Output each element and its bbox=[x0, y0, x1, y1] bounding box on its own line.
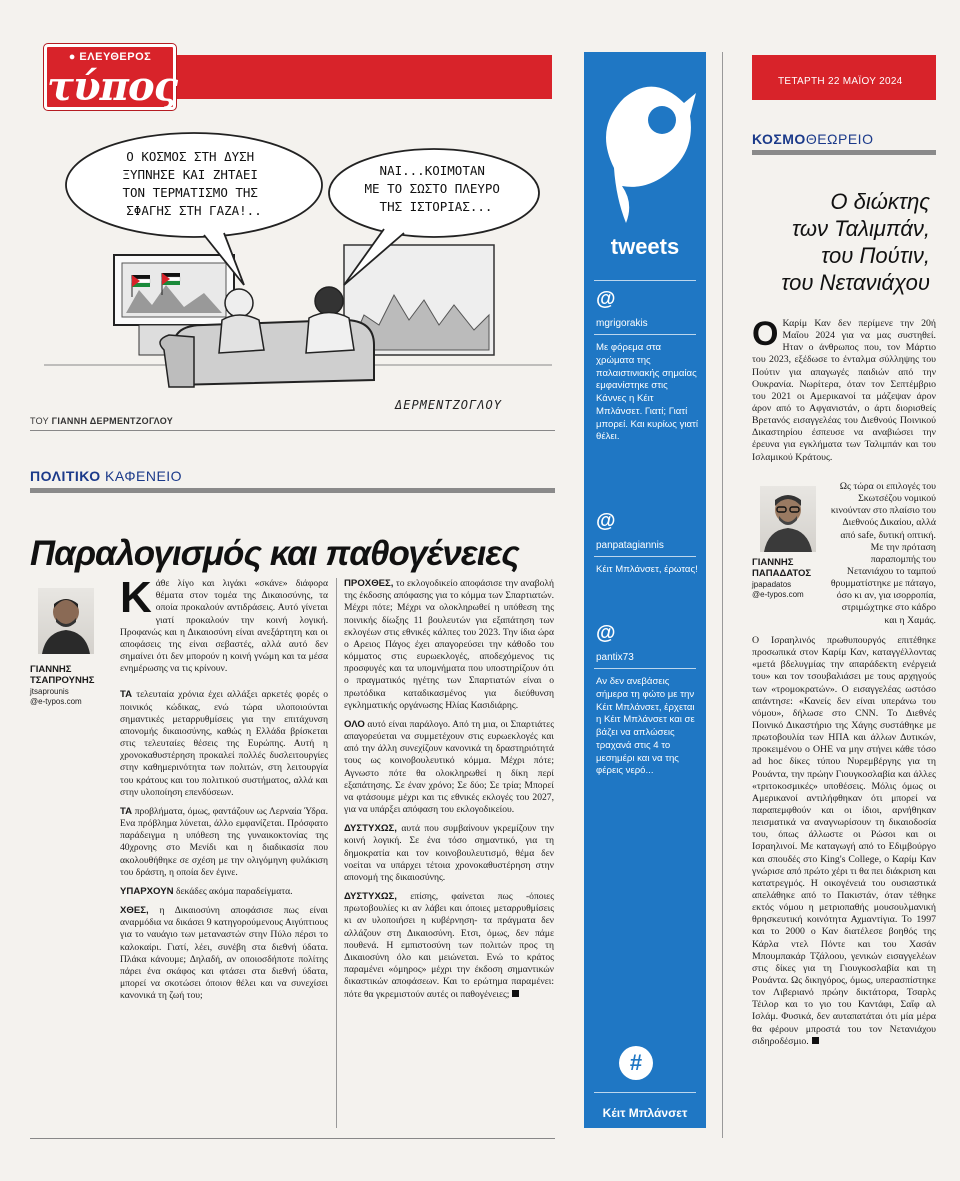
author-email-user: jtsaprounis bbox=[30, 686, 69, 696]
paragraph-lead: ΔΥΣΤΥΧΩΣ, bbox=[344, 823, 397, 835]
paragraph-text: αυτό είναι παράλογο. Από τη μια, οι Σπαρτιάτες απαγορεύεται να συμμετέχουν στις ευρωεκλογές και από την άλλη συνεχίζουν κανονικά τη δραστηριότητά τους ως κοινοβουλευτικό κόμμα. Μέχρι πότε; Αγνωστο πότε θα ολοκληρωθεί η δίκη περί εξαπάτησης. Σε έναν χρόνο; Σε δύο; Σε τρία; Μπορεί να φτάσουμε μέχρι και τις εθνικές εκλογές του 2027, για να υπάρξει απόφαση του εκλογοδικείου. bbox=[344, 718, 554, 816]
paragraph-lead: ΥΠΑΡΧΟΥΝ bbox=[120, 885, 174, 897]
paragraph-lead: ΔΥΣΤΥΧΩΣ, bbox=[344, 891, 397, 903]
article-headline: Παραλογισμός και παθογένειες bbox=[30, 534, 519, 573]
tweet-text: Κέιτ Μπλάνσετ, έρωτας! bbox=[596, 564, 698, 575]
divider bbox=[30, 1138, 555, 1139]
tweets-hashtag-label: Κέιτ Μπλάνσετ bbox=[602, 1106, 688, 1120]
divider bbox=[30, 430, 555, 431]
logo-big-text: τύπος bbox=[47, 63, 177, 110]
at-icon: @ bbox=[596, 288, 616, 310]
article-intro: άθε λίγο και λιγάκι «σκάνε» διάφορα θέματα στον τομέα της Δικαιοσύνης, τα οποία προκαλούν αντιδράσεις. Αυτό γίνεται γιατί προκαλούν την κοινή λογική. Προφανώς και η Δικαιοσύνη είναι ανεξάρτητη και οι αποφάσεις της είναι σεβαστές, αλλά αυτό δεν σημαίνει ότι δεν μπορούν η κοινή γνώμη και τα μέσα ενημέρωσης να τις κρίνουν. bbox=[120, 578, 328, 675]
paragraph-text: προβλήματα, όμως, φαντάζουν ως Λερναία Ύδρα. Ενα πρόβλημα λύνεται, άλλο εμφανίζεται. Πρόσφατο παράδειγμα η υπόθεση της γυναικοκτονίας της 40χρονης στο Μενίδι και η διαδικασία που ακολουθήθηκε σε σχέση με την ολιγόμηνη φυλάκιση του δράστη, η οποία δεν έγινε. bbox=[120, 805, 328, 878]
author-email-domain: @e-typos.com bbox=[30, 697, 82, 707]
section-head bbox=[30, 468, 182, 484]
section-rule bbox=[30, 488, 555, 493]
bird-icon bbox=[584, 58, 706, 230]
end-mark bbox=[512, 990, 519, 997]
headline-line: του Πούτιν, bbox=[821, 243, 930, 269]
tweet-handle: pantix73 bbox=[596, 652, 634, 663]
right-body bbox=[752, 635, 936, 1048]
tweet-text: Αν δεν ανεβάσεις σήμερα τη φώτο με την Κέιτ Μπλάνσετ, έρχεται η Κέιτ Μπλάνσετ και σε βάζει να απλώσεις τραχανά στις 4 το μεσημέρι και να της φέρεις νερό... bbox=[596, 676, 695, 777]
credit-name: ΓΙΑΝΝΗ ΔΕΡΜΕΝΤΖΟΓΛΟΥ bbox=[51, 416, 174, 426]
author-email-user: jpapadatos bbox=[752, 579, 792, 589]
tweet-separator bbox=[594, 668, 696, 669]
right-section-thin: ΘΕΩΡΕΙΟ bbox=[805, 131, 874, 147]
newspaper-logo bbox=[44, 44, 176, 110]
tweets-title: tweets bbox=[610, 234, 680, 259]
logo-small-text: ● ΕΛΕΥΘΕΡΟΣ bbox=[68, 51, 152, 63]
paragraph-lead: ΠΡΟΧΘΕΣ, bbox=[344, 578, 394, 589]
section-thin: ΚΑΦΕΝΕΙΟ bbox=[105, 468, 183, 484]
tweet-handle: panpatagiannis bbox=[596, 540, 664, 551]
paragraph-lead: ΧΘΕΣ, bbox=[120, 905, 149, 917]
right-section-rule bbox=[752, 150, 936, 155]
paragraph-text: τελευταία χρόνια έχει αλλάξει αρκετές φορές ο ποινικός κώδικας, ενώ τώρα υλοποιούνται σημαντικές μεταρρυθμίσεις για την επιτάχυνση απονομής δικαιοσύνης, καθώς η Ελλάδα βρίσκεται στις τελευταίες θέσεις της Ευρώπης. Αυτή η χρονοκαθυστέρηση προκαλεί πολλές δυσλειτουργίες στην καθημερινότητα των πολιτών, στη λειτουργία του κράτους και του πολιτικού συστήματος, αλλά και στην υλοποίηση επενδύσεων. bbox=[120, 689, 328, 798]
tweet-text: Με φόρεμα στα χρώματα της παλαιστινιακής σημαίας εμφανίστηκε στις Κάννες η Κέιτ Μπλάνσετ. Γιατί; Γιατί μπορεί. Και κυρίως γιατί θέλει. bbox=[596, 342, 698, 443]
paragraph-lead: ΤΑ bbox=[120, 805, 133, 817]
author-name-first: ΓΙΑΝΝΗΣ bbox=[30, 664, 72, 675]
paragraph-text: το εκλογοδικείο αποφάσισε την αναβολή της έκδοσης απόφασης για το κόμμα των Σπαρτιατών. Μέχρι πότε; Μέχρι να ολοκληρωθεί η υπόθεση της ποινικής δίωξης 11 βουλευτών για εξαπάτηση των εκλογέων στις εθνικές κάλπες του 2023. Την ίδια ώρα ο Αρειος Πάγος έχει απαγορεύσει την κάθοδο του κόμματος στις ευρωεκλογές, αποδεχόμενος τις προσφυγές και τα υπομνήματα που υποστηρίζουν ότι ο πραγματικός ηγέτης των Σπαρτιατών είναι ο πρωτόδικα καταδικασμένος για διεύθυνση εγκληματικής οργάνωσης Ηλίας Κασιδιάρης. bbox=[344, 578, 554, 711]
author-email-domain: @e-typos.com bbox=[752, 590, 804, 600]
paragraph-lead: ΤΑ bbox=[120, 689, 133, 701]
article-column-2 bbox=[344, 578, 554, 1008]
dropcap: Ο bbox=[752, 315, 779, 353]
dropcap: Κ bbox=[120, 573, 152, 622]
tweet-handle: mgrigorakis bbox=[596, 318, 648, 329]
headline-line: Ο διώκτης bbox=[830, 189, 930, 214]
paragraph-text: επίσης, φαίνεται πως -όποιες πρωτοβουλίες κι αν λάβει και όποιες μεταρρυθμίσεις κι αν υλοποιήσει η κυβέρνηση- τα πράγματα δεν αλλάζουν στη Δικαιοσύνη. Ετσι, όμως, δεν πάμε πουθενά. Η εμπιστοσύνη των πολιτών προς τη Δικαιοσύνη όλο και μειώνεται. Ενώ το κράτος παραμένει «όμηρος» μέχρι την έκδοση σημαντικών δικαστικών αποφάσεων. Και το ερώτημα παραμένει: πότε θα γκρεμιστούν αυτές οι παθογένειες; bbox=[344, 891, 554, 1000]
paragraph-lead: ΟΛΟ bbox=[344, 718, 365, 730]
paragraph-text: αυτά που συμβαίνουν γκρεμίζουν την κοινή λογική. Σε ένα τόσο σημαντικό, για τη δημοκρατία και τον κοινοβουλευτισμό, θέμα δεν νοείται να υπάρχει τέτοια χρονοκαθυστέρηση στην απονομή της δικαιοσύνης. bbox=[344, 823, 554, 883]
author-name-first: ΓΙΑΝΝΗΣ bbox=[752, 557, 794, 568]
column-rule bbox=[722, 52, 723, 1138]
hashtag-icon: # bbox=[619, 1046, 653, 1080]
author-block bbox=[30, 665, 94, 708]
avatar bbox=[38, 588, 94, 654]
right-author-block bbox=[752, 558, 828, 601]
right-body-text: Ο Ισραηλινός πρωθυπουργός επιτέθηκε προσωπικά στον Καρίμ Καν, καταγγέλλοντας «μετά βδελυγμίας την απαράδεκτη ενέργειά του» και τον τσουβαλιάσει με τους αρχηγούς των «τρομοκρατών». Ο εισαγγελέας ωστόσο απάντησε: «Κανείς δεν είναι υπεράνω του νόμου», δήλωσε στο CNN. Το Διεθνές Ποινικό Δικαστήριο της Χάγης συστάθηκε με πρωτοβουλία των ΗΠΑ και άλλων Δυτικών, προκειμένου ο ΟΗΕ να μην στήνει κάθε τόσο ad hoc δίκες τύπου Νυρεμβέργης για τη Ρουάντα, την πρώην Γιουγκοσλαβία και άλλες «τριτοκοσμικές» υποθέσεις. Μόλις όμως οι Αμερικανοί αντιλήφθηκαν ότι μπορεί να παραπεμφθούν και οι ίδιοι, αρνήθηκαν πεισματικά να αναγνωρίσουν τη δικαιοδοσία του, όπως άλλωστε οι Ρώσοι και οι Ισραηλινοί. Με καταγωγή από το Εδιμβούργο και σπουδές στο King's College, ο Καρίμ Καν γνώρισε από πρώτο χέρι τι θα πει διάκριση και κατατρεγμός. Η οικογένειά του ουσιαστικά απελάθηκε από το Πακιστάν, όταν τέθηκε εκτός νόμου η μετριοπαθής μουσουλμανική θρησκευτική κοινότητα Αχμαντίγια. Το 1997 και το 2000 ο Καν διατέλεσε βοηθός της Κάρλα ντελ Πόντε και του Χασάν Μπουμπακάρ Τζάλοου, γενικών εισαγγελέων στις δίκες για τη Γιουγκοσλαβία και τη Ρουάντα. Ως δικηγόρος, όμως, υπερασπίστηκε τον Λιβεριανό πρώην δικτάτορα, Τσαρλς Τέιλορ και το γιο του Καντάφι, Σαΐφ αλ Ισλάμ. Φυσικά, δεν αυταπατάται ότι μία μέρα θα φέρουν μπροστά του τον Νετανιάχου σιδηροδέσμιο. bbox=[752, 635, 936, 1047]
at-icon: @ bbox=[596, 510, 616, 532]
headline-line: των Ταλιμπάν, bbox=[791, 216, 930, 242]
tweet-separator bbox=[594, 334, 696, 335]
right-beside-text: Ως τώρα οι επιλογές του Σκωτσέζου νομικού κινούνταν στο πλαίσιο του Διεθνούς Δικαίου, αλλά από safe, δυτική οπτική. Με την πρόταση παραπομπής του Νετανιάχου το ταμπού θρυμματίστηκε με πάταγο, όσο κι αν, για ισορροπία, στριμώχτηκε στο κάδρο και η Χαμάς. bbox=[830, 481, 936, 626]
tweet-separator bbox=[594, 556, 696, 557]
avatar bbox=[760, 486, 816, 552]
end-mark bbox=[812, 1037, 819, 1044]
author-photo bbox=[38, 588, 94, 654]
right-section-strong: ΚΟΣΜΟ bbox=[752, 131, 806, 147]
right-headline bbox=[744, 188, 930, 296]
paragraph-text: η Δικαιοσύνη αποφάσισε πως είναι αναρμόδια να δικάσει 9 κατηγορούμενους Αιγύπτιους για το ναυάγιο των μεταναστών στην Πύλο πέρσι το καλοκαίρι. Γιατί, λέει, συνέβη στα διεθνή ύδατα. Πλάκα κάνουμε; Δηλαδή, αν οποιοσδήποτε πολίτης πάρει ένα σκάφος και φτάσει στα διεθνή ύδατα, μπορεί να σκοτώσει όποιον θέλει και να συνεχίσει κανονικά τη ζωή του; bbox=[120, 905, 328, 1002]
tweets-column bbox=[584, 52, 706, 1128]
article-column-1 bbox=[120, 573, 328, 1010]
author-name-last: ΠΑΠΑΔΑΤΟΣ bbox=[752, 567, 812, 579]
masthead-red-bar bbox=[172, 55, 552, 99]
right-intro-text: Καρίμ Καν δεν περίμενε την 20ή Μαΐου 2024 για να μας συστηθεί. Ηταν ο άνθρωπος που, τον Μάρτιο του 2023, εξέδωσε το ένταλμα σύλληψης του Πούτιν για απαγωγές παιδιών από την Ουκρανία. Νωρίτερα, όταν τον Σεπτέμβριο του 2021 οι Αμερικανοί τα μάζεψαν άρον άρον από το Αφγανιστάν, ο άρτι διορισθείς Βρετανός εισαγγελέας του Διεθνούς Ποινικού Δικαστηρίου έσπευσε να αναβιώσει την έρευνα για εγκλήματα των Ταλιμπάν και του Ισλαμικού Κράτους. bbox=[752, 318, 936, 463]
right-section-head bbox=[752, 131, 873, 147]
tweet-separator bbox=[594, 1092, 696, 1093]
author-photo bbox=[760, 486, 816, 552]
date-bar: ΤΕΤΑΡΤΗ 22 ΜΑΪΟΥ 2024 bbox=[752, 55, 936, 100]
section-strong: ΠΟΛΙΤΙΚΟ bbox=[30, 468, 101, 484]
right-intro bbox=[752, 315, 936, 464]
cartoon-credit bbox=[30, 416, 173, 426]
political-cartoon bbox=[44, 125, 552, 415]
column-rule bbox=[336, 578, 337, 1128]
credit-prefix: ΤΟΥ bbox=[30, 416, 49, 426]
cartoon-bubble-left: Ο ΚΟΣΜΟΣ ΣΤΗ ΔΥΣΗ ΞΥΠΝΗΣΕ ΚΑΙ ΖΗΤΑΕΙ ΤΟΝ ΤΕΡΜΑΤΙΣΜΟ ΤΗΣ ΣΦΑΓΗΣ ΣΤΗ ΓΑΖΑ!.. bbox=[122, 149, 262, 218]
author-name-last: ΤΣΑΠΡΟΥΝΗΣ bbox=[30, 674, 95, 686]
headline-line: του Νετανιάχου bbox=[781, 270, 930, 296]
at-icon: @ bbox=[596, 622, 616, 644]
cartoon-bubble-right: ΝΑΙ...ΚΟΙΜΟΤΑΝ ΜΕ ΤΟ ΣΩΣΤΟ ΠΛΕΥΡΟ ΤΗΣ ΙΣΤΟΡΙΑΣ... bbox=[364, 163, 500, 214]
cartoon-signature: ΔΕΡΜΕΝΤΖΟΓΛΟΥ bbox=[395, 398, 502, 412]
paragraph-text: δεκάδες ακόμα παραδείγματα. bbox=[173, 885, 293, 897]
tweet-separator bbox=[594, 280, 696, 281]
